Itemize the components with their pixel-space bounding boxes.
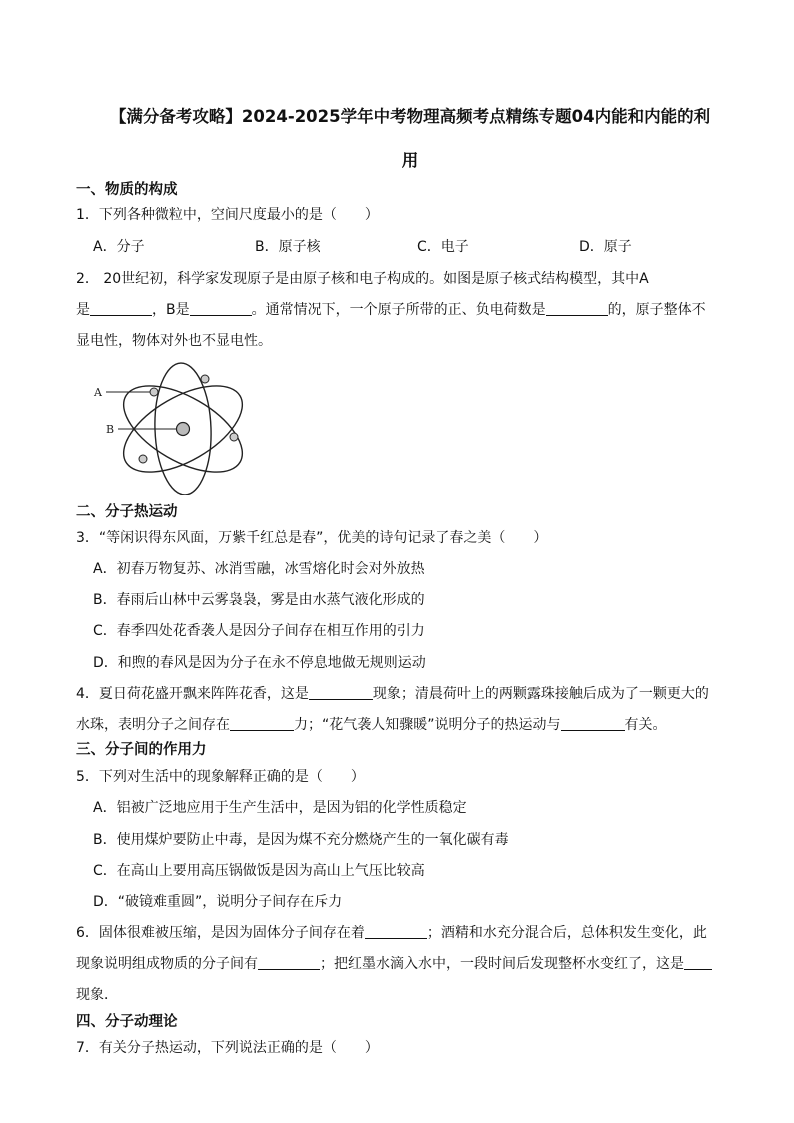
q5-option-d: D．“破镜难重圆”，说明分子间存在斥力: [93, 894, 343, 910]
q4-blank-c: [561, 716, 625, 731]
electron-4: [201, 375, 209, 383]
q2-text-3: 。通常情况下，一个原子所带的正、负电荷数是: [251, 302, 546, 318]
q1-option-b: B．原子核: [255, 239, 321, 255]
q1-option-a: A．分子: [93, 239, 145, 255]
q2-text-1: 是: [76, 302, 90, 318]
title-line-2: 用: [401, 151, 419, 170]
q1-option-c: C．电子: [417, 239, 469, 255]
label-b: B: [106, 423, 115, 436]
q6-blank-a: [365, 924, 427, 939]
q5-stem: 5．下列对生活中的现象解释正确的是（ ）: [76, 769, 365, 785]
q3-option-b: B．春雨后山林中云雾袅袅，雾是由水蒸气液化形成的: [93, 592, 425, 608]
section-heading-4: 四、分子动理论: [76, 1014, 178, 1030]
q4-text-1: 4．夏日荷花盛开飘来阵阵花香，这是: [76, 686, 309, 702]
section-heading-2: 二、分子热运动: [76, 504, 178, 520]
section-heading-3: 三、分子间的作用力: [76, 742, 207, 758]
q3-stem: 3．“等闲识得东风面，万紫千红总是春”，优美的诗句记录了春之美（ ）: [76, 530, 548, 546]
q2-stem-line-3: 显电性，物体对外也不显电性。: [76, 333, 272, 349]
q2-text-2: ，B是: [152, 302, 190, 318]
q3-option-c: C．春季四处花香袭人是因分子间存在相互作用的引力: [93, 623, 425, 639]
q1-option-d: D．原子: [579, 239, 632, 255]
q2-blank-c: [546, 301, 608, 316]
electron-1: [150, 388, 158, 396]
electron-3: [139, 455, 147, 463]
label-a: A: [94, 386, 102, 399]
q2-stem-line-2: [76, 301, 706, 319]
q5-option-b: B．使用煤炉要防止中毒，是因为煤不充分燃烧产生的一氧化碳有毒: [93, 832, 509, 848]
q3-option-d: D．和煦的春风是因为分子在永不停息地做无规则运动: [93, 655, 426, 671]
page-title: [60, 95, 760, 183]
q2-blank-a: [90, 301, 152, 316]
q2-text-4: 的，原子整体不: [607, 302, 706, 318]
q2-blank-b: [190, 301, 252, 316]
q6-text-3: 现象说明组成物质的分子间有: [76, 956, 258, 972]
nucleus: [177, 423, 190, 436]
q4-text-4: 力；“花气袭人知骤暖”说明分子的热运动与: [294, 717, 561, 733]
q7-stem: 7．有关分子热运动，下列说法正确的是（ ）: [76, 1040, 379, 1056]
q2-stem-line-1: 2． 20世纪初，科学家发现原子是由原子核和电子构成的。如图是原子核式结构模型，其中A: [76, 271, 649, 287]
electron-2: [230, 433, 238, 441]
atom-model-figure: [90, 360, 250, 495]
q6-line-1: [76, 924, 707, 942]
q4-blank-a: [309, 685, 373, 700]
q4-line-1: [76, 685, 709, 703]
section-heading-1: 一、物质的构成: [76, 182, 178, 198]
q6-line-3: 现象．: [76, 987, 118, 1003]
q6-blank-c: [684, 955, 712, 970]
q4-text-5: 有关。: [624, 717, 667, 733]
q4-text-2: 现象；清晨荷叶上的两颗露珠接触后成为了一颗更大的: [372, 686, 709, 702]
q5-option-c: C．在高山上要用高压锅做饭是因为高山上气压比较高: [93, 863, 425, 879]
q6-line-2: [76, 955, 712, 973]
q6-blank-b: [258, 955, 320, 970]
q4-text-3: 水珠，表明分子之间存在: [76, 717, 230, 733]
q4-blank-b: [230, 716, 294, 731]
title-line-1: 【满分备考攻略】2024-2025学年中考物理高频考点精练专题04内能和内能的利: [109, 107, 711, 126]
q6-text-4: ；把红墨水滴入水中，一段时间后发现整杯水变红了，这是: [320, 956, 684, 972]
q6-text-1: 6．固体很难被压缩，是因为固体分子间存在着: [76, 925, 365, 941]
q5-option-a: A．铝被广泛地应用于生产生活中，是因为铝的化学性质稳定: [93, 800, 467, 816]
q3-option-a: A．初春万物复苏、冰消雪融，冰雪熔化时会对外放热: [93, 561, 425, 577]
q4-line-2: [76, 716, 667, 734]
q6-text-2: ；酒精和水充分混合后，总体积发生变化，此: [426, 925, 707, 941]
q1-stem: 1．下列各种微粒中，空间尺度最小的是（ ）: [76, 207, 379, 223]
